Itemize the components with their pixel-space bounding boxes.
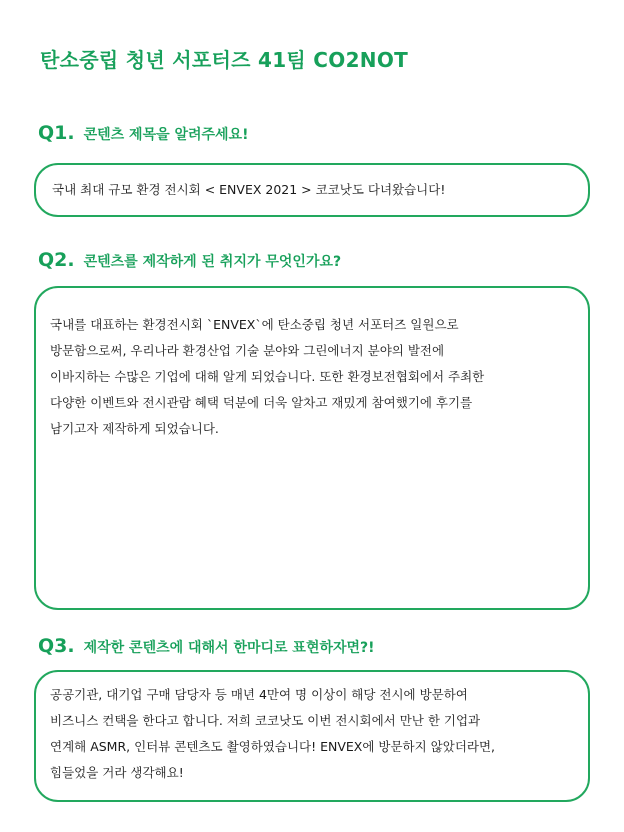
- answer-2-box: [34, 286, 590, 610]
- answer-3-box: [34, 670, 590, 802]
- question-1-number: Q1.: [38, 122, 75, 144]
- question-1-heading: [38, 122, 249, 144]
- answer-1-text: 국내 최대 규모 환경 전시회 < ENVEX 2021 > 코코낫도 다녀왔습니다!: [52, 182, 446, 197]
- answer-3-text: 공공기관, 대기업 구매 담당자 등 매년 4만여 명 이상이 해당 전시에 방문하여 비즈니스 컨택을 한다고 합니다. 저희 코코낫도 이번 전시회에서 만난 한 기업과 연계해 ASMR, 인터뷰 콘텐츠도 촬영하였습니다! ENVEX에 방문하지 않았더라면, 힘들었을 거라 생각해요!: [50, 687, 496, 780]
- question-3-number: Q3.: [38, 635, 75, 657]
- answer-1-box: [34, 163, 590, 217]
- question-2-heading: [38, 249, 341, 271]
- question-2-number: Q2.: [38, 249, 75, 271]
- question-2-text: 콘텐츠를 제작하게 된 취지가 무엇인가요?: [83, 254, 342, 270]
- page-title: 탄소중립 청년 서포터즈 41팀 CO2NOT: [40, 48, 409, 72]
- question-3-text: 제작한 콘텐츠에 대해서 한마디로 표현하자면?!: [83, 640, 375, 656]
- question-1-text: 콘텐츠 제목을 알려주세요!: [83, 127, 249, 143]
- question-3-heading: [38, 635, 375, 657]
- answer-2-text: 국내를 대표하는 환경전시회 `ENVEX`에 탄소중립 청년 서포터즈 일원으로 방문함으로써, 우리나라 환경산업 기술 분야와 그린에너지 분야의 발전에 이바지하는 수많은 기업에 대해 알게 되었습니다. 또한 환경보전협회에서 주최한 다양한 이벤트와 전시관람 혜택 덕분에 더욱 알차고 재밌게 참여했기에 후기를 남기고자 제작하게 되었습니다.: [50, 317, 485, 436]
